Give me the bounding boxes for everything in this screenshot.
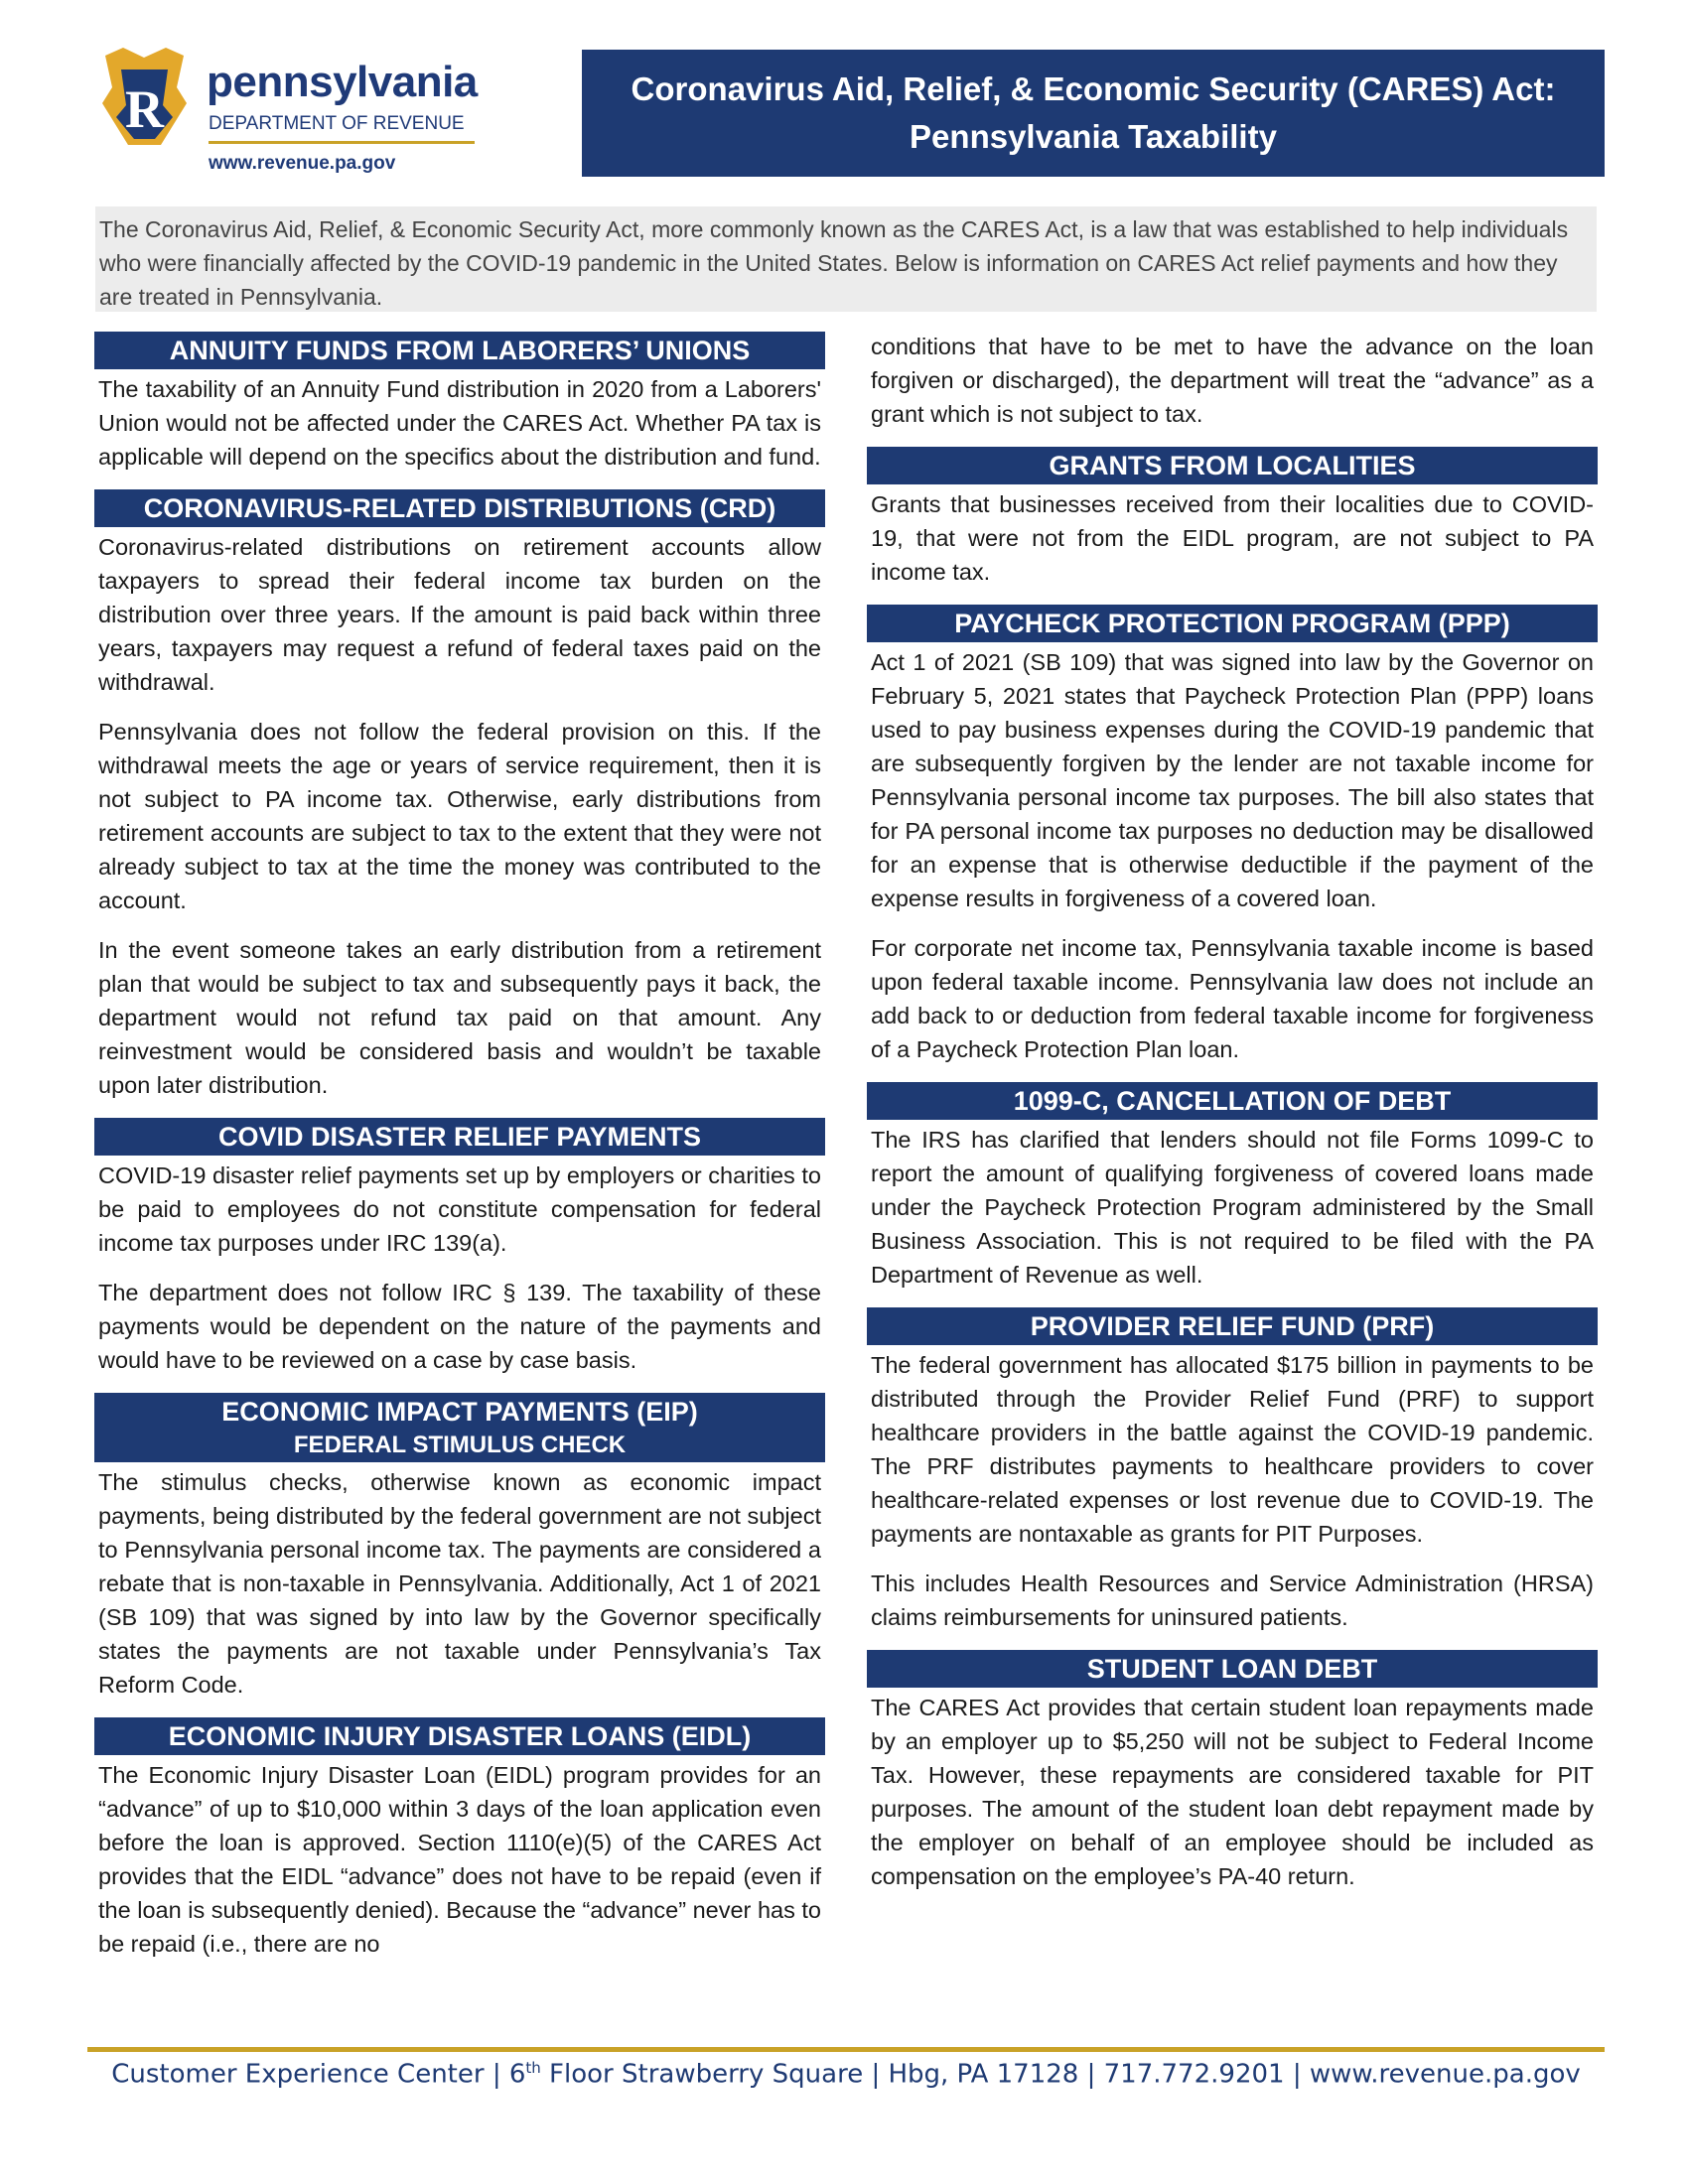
section-heading-ppp: PAYCHECK PROTECTION PROGRAM (PPP) — [867, 605, 1598, 642]
covid-paragraph-1: COVID-19 disaster relief payments set up by employers or charities to be paid to employees do not constitute compensation for federal income tax purposes under IRC 139(a). — [98, 1162, 821, 1256]
eip-heading-sub: FEDERAL STIMULUS CHECK — [293, 1432, 627, 1458]
1099c-paragraph: The IRS has clarified that lenders should not file Forms 1099-C to report the amount of qualifying forgiveness of covered loans made under the Paycheck Protection Program administered by the Small Business Association. This is not required to be filed with the PA Department of Revenue as well. — [871, 1127, 1594, 1288]
section-heading-eidl: ECONOMIC INJURY DISASTER LOANS (EIDL) — [94, 1717, 825, 1755]
section-heading-crd: CORONAVIRUS-RELATED DISTRIBUTIONS (CRD) — [94, 489, 825, 527]
ppp-paragraph-1: Act 1 of 2021 (SB 109) that was signed into law by the Governor on February 5, 2021 states that Paycheck Protection Plan (PPP) loans used to pay business expenses during the COVID-19 pandemic that are subsequently forgiven by the lender are not taxable income for Pennsylvania personal income tax purposes. The bill also states that for PA personal income tax purposes no deduction may be disallowed for an expense that is otherwise deductible if the payment of the expense results in forgiveness of a covered loan. — [871, 649, 1594, 911]
logo-wordmark: pennsylvania — [207, 58, 478, 106]
grants-paragraph: Grants that businesses received from their localities due to COVID-19, that were not from the EIDL program, are not subject to PA income tax. — [871, 491, 1594, 585]
department-logo — [97, 48, 494, 177]
section-heading-eip — [94, 1393, 825, 1462]
logo-department: DEPARTMENT OF REVENUE — [209, 113, 465, 134]
eidl-paragraph-continued: conditions that have to be met to have the advance on the loan forgiven or discharged), the department will treat the “advance” as a grant which is not subject to tax. — [871, 334, 1594, 427]
logo-url-link[interactable]: www.revenue.pa.gov — [209, 153, 396, 174]
page-title — [582, 50, 1605, 177]
footer-text-start: Customer Experience Center | 6 — [111, 2059, 526, 2090]
logo-divider — [209, 141, 475, 144]
crd-paragraph-3: In the event someone takes an early distribution from a retirement plan that would be subject to tax and subsequently pays it back, the department would not refund tax paid on that amount. Any reinvestment would be considered basis and wouldn’t be taxable upon later distribution. — [98, 937, 821, 1098]
title-line-2: Pennsylvania Taxability — [910, 118, 1277, 155]
student-loan-paragraph: The CARES Act provides that certain student loan repayments made by an employer up to $5,250 will not be subject to Federal Income Tax. However, these repayments are considered taxable for PIT purposes. The amount of the student loan debt repayment made by the employer on behalf of an employee should be included as compensation on the employee’s PA-40 return. — [871, 1695, 1594, 1889]
footer-text-end: Floor Strawberry Square | Hbg, PA 17128 | 717.772.9201 | www.revenue.pa.gov — [540, 2059, 1581, 2090]
section-heading-grants: GRANTS FROM LOCALITIES — [867, 447, 1598, 484]
eip-paragraph: The stimulus checks, otherwise known as economic impact payments, being distributed by the federal government are not subject to Pennsylvania personal income tax. The payments are considered a rebate that is non-taxable in Pennsylvania. Additionally, Act 1 of 2021 (SB 109) that was signed by into law by the Governor specifically states the payments are not taxable under Pennsylvania’s Tax Reform Code. — [98, 1469, 821, 1698]
intro-paragraph: The Coronavirus Aid, Relief, & Economic Security Act, more commonly known as the CARES Act, is a law that was established to help individuals who were financially affected by the COVID-19 pandemic in the United States. Below is information on CARES Act relief payments and how they are treated in Pennsylvania. — [95, 206, 1597, 312]
prf-paragraph-2: This includes Health Resources and Service Administration (HRSA) claims reimbursements for uninsured patients. — [871, 1570, 1594, 1630]
crd-paragraph-1: Coronavirus-related distributions on retirement accounts allow taxpayers to spread their federal income tax burden on the distribution over three years. If the amount is paid back within three years, taxpayers may request a refund of federal taxes paid on the withdrawal. — [98, 534, 821, 695]
title-line-1: Coronavirus Aid, Relief, & Economic Security (CARES) Act: — [631, 70, 1556, 107]
ppp-paragraph-2: For corporate net income tax, Pennsylvania taxable income is based upon federal taxable income. Pennsylvania law does not include an add back to or deduction from federal taxable income for forgiveness of a Paycheck Protection Plan loan. — [871, 935, 1594, 1062]
footer-contact — [87, 2059, 1605, 2090]
section-heading-annuity: ANNUITY FUNDS FROM LABORERS’ UNIONS — [94, 332, 825, 369]
annuity-paragraph: The taxability of an Annuity Fund distribution in 2020 from a Laborers' Union would not be affected under the CARES Act. Whether PA tax is applicable will depend on the specifics about the distribution and fund. — [98, 376, 821, 470]
right-column — [867, 332, 1598, 1909]
left-column — [94, 332, 825, 1977]
crd-paragraph-2: Pennsylvania does not follow the federal provision on this. If the withdrawal meets the age or years of service requirement, then it is not subject to PA income tax. Otherwise, early distributions from retirement accounts are subject to tax to the extent that they were not already subject to tax at the time the money was contributed to the account. — [98, 719, 821, 913]
section-heading-student-loan: STUDENT LOAN DEBT — [867, 1650, 1598, 1688]
prf-paragraph-1: The federal government has allocated $175 billion in payments to be distributed through the Provider Relief Fund (PRF) to support healthcare providers in the battle against the COVID-19 pandemic. The PRF distributes payments to healthcare providers to cover healthcare-related expenses or lost revenue due to COVID-19. The payments are nontaxable as grants for PIT Purposes. — [871, 1352, 1594, 1547]
footer-divider — [87, 2047, 1605, 2052]
covid-paragraph-2: The department does not follow IRC § 139. The taxability of these payments would be dependent on the nature of the payments and would have to be reviewed on a case by case basis. — [98, 1280, 821, 1373]
footer-ordinal: th — [525, 2059, 541, 2077]
section-heading-prf: PROVIDER RELIEF FUND (PRF) — [867, 1307, 1598, 1345]
section-heading-1099c: 1099-C, CANCELLATION OF DEBT — [867, 1082, 1598, 1120]
keystone-icon — [97, 48, 192, 147]
section-heading-covid: COVID DISASTER RELIEF PAYMENTS — [94, 1118, 825, 1156]
eip-heading-main: ECONOMIC IMPACT PAYMENTS (EIP) — [221, 1397, 698, 1427]
eidl-paragraph: The Economic Injury Disaster Loan (EIDL) program provides for an “advance” of up to $10,000 within 3 days of the loan application even before the loan is approved. Section 1110(e)(5) of the CARES Act provides that the EIDL “advance” does not have to be repaid (even if the loan is subsequently denied). Because the “advance” never has to be repaid (i.e., there are no — [98, 1762, 821, 1957]
logo-letter: R — [125, 79, 164, 139]
